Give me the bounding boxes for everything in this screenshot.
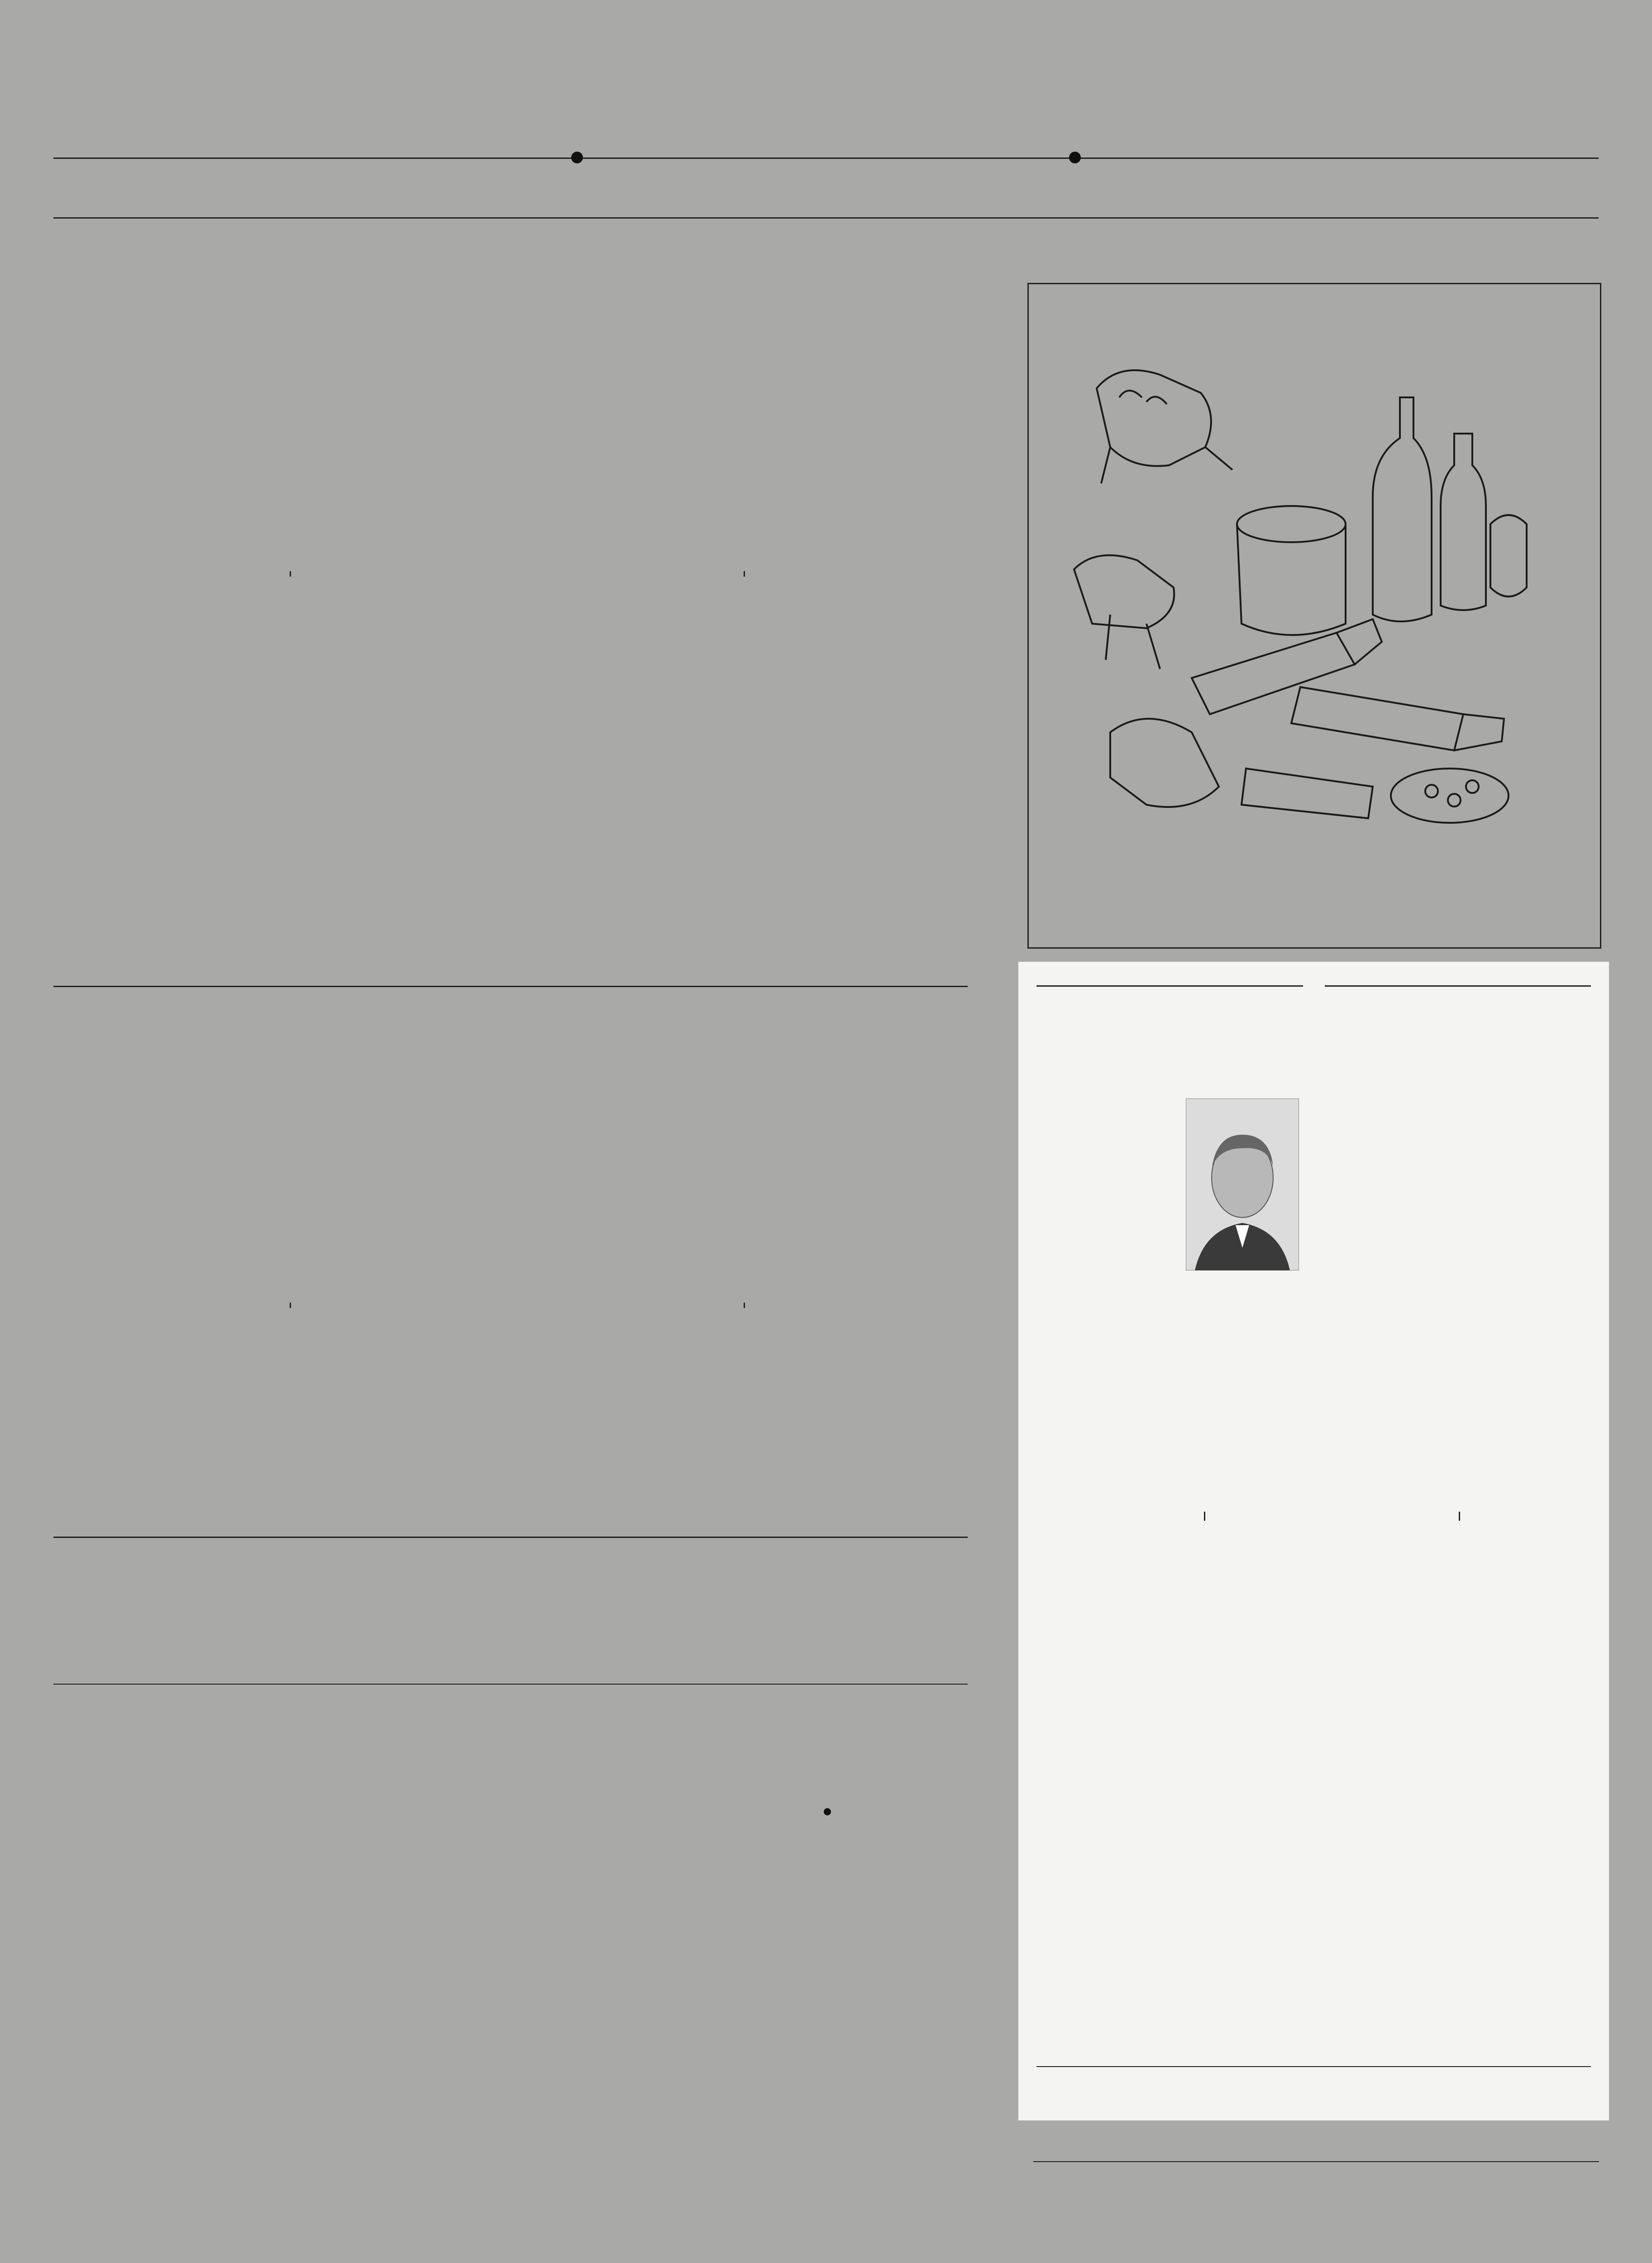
bottle-icon xyxy=(1441,434,1486,610)
opinion-label-text xyxy=(1303,971,1325,1002)
glass-icon xyxy=(1237,524,1346,635)
editorial1-body xyxy=(53,337,968,953)
hungover-figure-icon xyxy=(1097,370,1211,466)
editorial2-body xyxy=(53,1070,968,1523)
opinion-label xyxy=(1036,971,1591,1003)
opinion-col2 xyxy=(1331,1093,1575,1096)
masthead-dot-left xyxy=(571,152,583,163)
diaadia-body xyxy=(1033,2243,1599,2263)
diaadia-rule xyxy=(1033,2161,1599,2162)
glass-icon xyxy=(1110,719,1219,807)
section-rule xyxy=(53,1537,968,1538)
editorial2-pullquote xyxy=(290,1303,745,1308)
bottle-icon xyxy=(1192,633,1355,714)
opinion-bottom-rule xyxy=(1036,2066,1591,2067)
bottle-icon xyxy=(1373,397,1432,621)
subhead-rule xyxy=(53,1684,968,1685)
top-rule xyxy=(53,158,1599,159)
cartoon-box xyxy=(1027,283,1601,949)
opinion-col1 xyxy=(1061,1093,1306,1337)
cartoon-illustration xyxy=(1056,334,1572,855)
opinion-column xyxy=(1018,962,1609,2120)
semana-sidequote-1 xyxy=(824,1808,960,1823)
editorial1-pullquote xyxy=(290,571,745,577)
opinion-pullquote xyxy=(1204,1512,1460,1521)
bottle-icon xyxy=(1291,687,1463,750)
semana-body-1 xyxy=(53,1799,800,2263)
section-rule xyxy=(53,986,968,987)
masthead-bottom-rule xyxy=(53,217,1599,219)
photo-spacer xyxy=(1184,1093,1306,1337)
masthead-dot-right xyxy=(1069,152,1081,163)
